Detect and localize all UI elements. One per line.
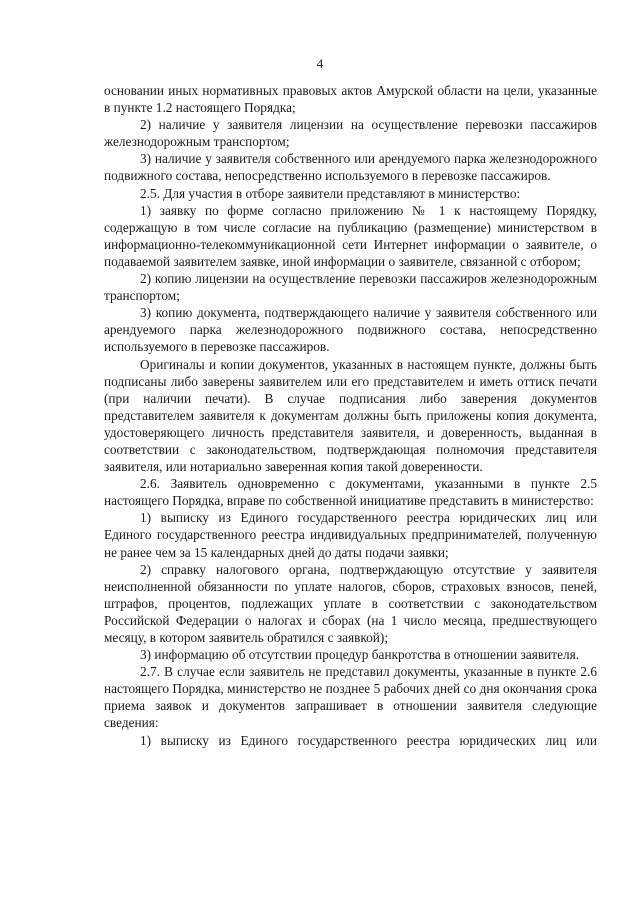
paragraph: 2.7. В случае если заявитель не представил документы, указанные в пункте 2.6 настоящего Порядка, министерство не позднее 5 рабочих дней со дня окончания срока приема заявок и документов запрашивает в отношении заявителя следующие сведения: bbox=[104, 664, 597, 731]
paragraph: 3) информацию об отсутствии процедур банкротства в отношении заявителя. bbox=[140, 647, 580, 663]
paragraph: 3) копию документа, подтверждающего наличие у заявителя собственного или арендуемого парка железнодорожного подвижного состава, непосредственно используемого в перевозке пассажиров. bbox=[104, 305, 597, 355]
paragraph: 3) наличие у заявителя собственного или арендуемого парка железнодорожного подвижного состава, непосредственно используемого в перевозке пассажиров. bbox=[104, 151, 597, 184]
paragraph: Оригиналы и копии документов, указанных в настоящем пункте, должны быть подписаны либо заверены заявителем или его представителем и иметь оттиск печати (при наличии печати). В случае подписания либо заверения документов представителем заявителя к документам должны быть приложены копия документа, удостоверяющего личность представителя заявителя, и доверенность, выданная в соответствии с законодательством, подтверждающая полномочия представителя заявителя, или нотариально заверенная копия такой доверенности. bbox=[104, 356, 597, 475]
paragraph: 1) выписку из Единого государственного реестра юридических лиц или bbox=[140, 732, 597, 748]
paragraph: 2.5. Для участия в отборе заявители представляют в министерство: bbox=[140, 185, 521, 201]
paragraph: основании иных нормативных правовых актов Амурской области на цели, указанные в пункте 1.2 настоящего Порядка; bbox=[104, 83, 597, 116]
paragraph: 1) выписку из Единого государственного реестра юридических лиц или Единого государственного реестра индивидуальных предпринимателей, полученную не ранее чем за 15 календарных дней до даты подачи заявки; bbox=[104, 510, 597, 560]
paragraph: 2) копию лицензии на осуществление перевозки пассажиров железнодорожным транспортом; bbox=[104, 271, 597, 304]
paragraph: 2) наличие у заявителя лицензии на осуществление перевозки пассажиров железнодорожным транспортом; bbox=[104, 117, 597, 150]
paragraph: 2.6. Заявитель одновременно с документами, указанными в пункте 2.5 настоящего Порядка, вправе по собственной инициативе представить в министерство: bbox=[104, 476, 597, 509]
paragraph: 2) справку налогового органа, подтверждающую отсутствие у заявителя неисполненной обязанности по уплате налогов, сборов, страховых взносов, пеней, штрафов, процентов, подлежащих уплате в соответствии с законодательством Российской Федерации о налогах и сборах (на 1 число месяца, предшествующего месяцу, в котором заявитель обратился с заявкой); bbox=[104, 561, 597, 645]
page-number: 4 bbox=[316, 56, 324, 71]
paragraph: 1) заявку по форме согласно приложению № 1 к настоящему Порядку, содержащую в том числе согласие на публикацию (размещение) министерством в информационно-телекоммуникационной сети Интернет информации о заявителе, о подаваемой заявителем заявке, иной информации о заявителе, связанной с отбором; bbox=[104, 202, 597, 269]
document-body bbox=[104, 82, 597, 749]
